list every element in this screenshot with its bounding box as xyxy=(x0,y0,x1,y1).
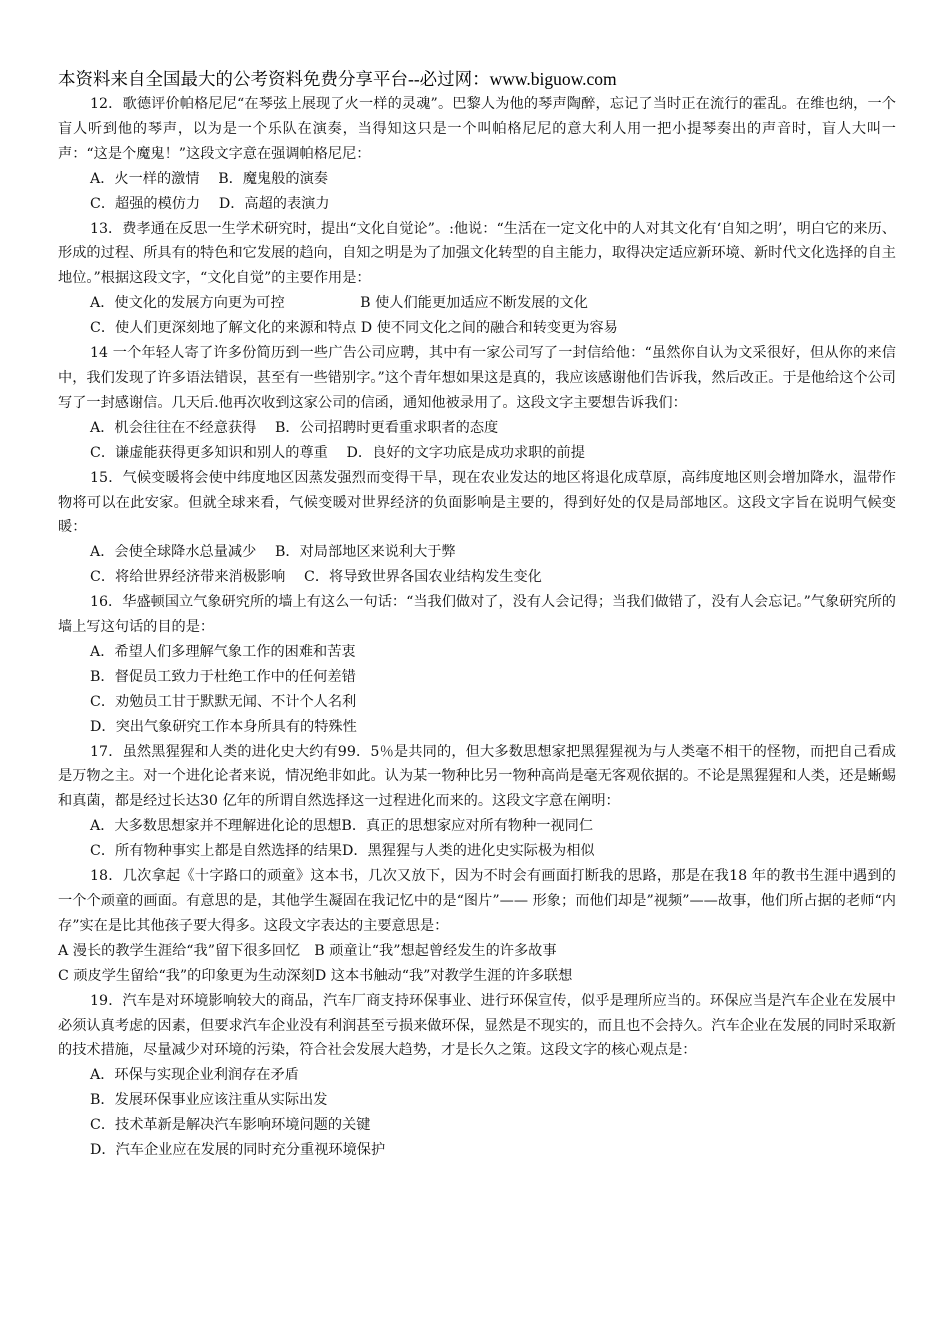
question-14-option-row: C．谦虚能获得更多知识和别人的尊重 D．良好的文字功底是成功求职的前提 xyxy=(90,444,585,461)
question-12-stem: 12．歌德评价帕格尼尼“在琴弦上展现了火一样的灵魂”。巴黎人为他的琴声陶醉，忘记了当时正在流行的霍乱。在维也纳，一个盲人听到他的琴声，以为是一个乐队在演奏，当得知这只是一个叫帕格尼尼的意大利人用一把小提琴奏出的声音时，盲人大叫一声：“这是个魔鬼！”这段文字意在强调帕格尼尼： xyxy=(58,96,896,162)
question-13-option-row: C．使人们更深刻地了解文化的来源和特点 D 使不同文化之间的融合和转变更为容易 xyxy=(90,320,618,337)
question-19-option-b: B．发展环保事业应该注重从实际出发 xyxy=(90,1092,328,1109)
question-15-option-row: A．会使全球降水总量减少 B．对局部地区来说利大于弊 xyxy=(90,544,456,561)
question-12-option-row: A．火一样的激情 B．魔鬼般的演奏 xyxy=(90,170,328,187)
question-13-option-row: A．使文化的发展方向更为可控 B 使人们能更加适应不断发展的文化 xyxy=(90,295,588,312)
question-18-option-row: A 漫长的教学生涯给“我”留下很多回忆 B 顽童让“我”想起曾经发生的许多故事 xyxy=(58,942,557,959)
question-19-stem: 19．汽车是对环境影响较大的商品，汽车厂商支持环保事业、进行环保宣传，似乎是理所应当的。环保应当是汽车企业在发展中必须认真考虑的因素，但要求汽车企业没有利润甚至亏损来做环保，显然是不现实的，而且也不会持久。汽车企业在发展的同时采取新的技术措施，尽量减少对环境的污染，符合社会发展大趋势，才是长久之策。这段文字的核心观点是： xyxy=(58,992,896,1059)
question-16-option-a: A．希望人们多理解气象工作的困难和苦衷 xyxy=(90,643,356,660)
question-14-option-row: A．机会往往在不经意获得 B．公司招聘时更看重求职者的态度 xyxy=(90,419,499,436)
question-17-option-row: A．大多数思想家并不理解进化论的思想B．真正的思想家应对所有物种一视同仁 xyxy=(90,818,594,835)
question-14-stem: 14 一个年轻人寄了许多份简历到一些广告公司应聘，其中有一家公司写了一封信给他：“虽然你自认为文采很好，但从你的来信中，我们发现了许多语法错误，甚至有一些错别字。”这个青年想如果这是真的，我应该感谢他们告诉我，然后改正。于是他给这个公司写了一封感谢信。几天后.他再次收到这家公司的信函，通知他被录用了。这段文字主要想告诉我们： xyxy=(58,345,896,411)
question-12-option-row: C．超强的模仿力 D．高超的表演力 xyxy=(90,195,330,212)
question-17-stem: 17．虽然黑猩猩和人类的进化史大约有99．5％是共同的，但大多数思想家把黑猩猩视为与人类毫不相干的怪物，而把自己看成是万物之主。对一个进化论者来说，情况绝非如此。认为某一物种比另一物种高尚是毫无客观依据的。不论是黑猩猩和人类，还是蜥蜴和真菌，都是经过长达30 亿年的所谓自然选择这一过程进化而来的。这段文字意在阐明： xyxy=(58,743,896,810)
page-header: 本资料来自全国最大的公考资料免费分享平台--必过网：www.biguow.com xyxy=(58,69,617,89)
question-15-option-row: C．将给世界经济带来消极影响 C．将导致世界各国农业结构发生变化 xyxy=(90,569,542,586)
question-18-option-row: C 顽皮学生留给“我”的印象更为生动深刻D 这本书触动“我”对教学生涯的许多联想 xyxy=(58,967,573,984)
question-16-option-c: C．劝勉员工甘于默默无闻、不计个人名利 xyxy=(90,693,357,710)
question-19-option-a: A．环保与实现企业利润存在矛盾 xyxy=(90,1067,299,1084)
question-17-option-row: C．所有物种事实上都是自然选择的结果D．黑猩猩与人类的进化史实际极为相似 xyxy=(90,843,595,860)
question-19-option-d: D．汽车企业应在发展的同时充分重视环境保护 xyxy=(90,1142,386,1159)
question-18-stem: 18．几次拿起《十字路口的顽童》这本书，几次又放下，因为不时会有画面打断我的思路，那是在我18 年的教书生涯中遇到的一个个顽童的画面。有意思的是，其他学生凝固在我记忆中的是“图片”—— 形象；而他们却是”视频”——故事，他们所占据的老师“内存”实在是比其他孩子要大得多。这段文字表达的主要意思是： xyxy=(58,868,896,934)
question-16-stem: 16．华盛顿国立气象研究所的墙上有这么一句话：“当我们做对了，没有人会记得；当我们做错了，没有人会忘记。”气象研究所的墙上写这句话的目的是： xyxy=(58,594,896,636)
question-19-option-c: C．技术革新是解决汽车影响环境问题的关键 xyxy=(90,1117,371,1134)
question-16-option-d: D．突出气象研究工作本身所具有的特殊性 xyxy=(90,718,357,735)
question-16-option-b: B．督促员工致力于杜绝工作中的任何差错 xyxy=(90,668,356,685)
question-13-stem: 13．费孝通在反思一生学术研究时，提出“文化自觉论”。:他说：“生活在一定文化中的人对其文化有‘自知之明’，明白它的来历、形成的过程、所具有的特色和它发展的趋向，自知之明是为了加强文化转型的自主能力，取得决定适应新环境、新时代文化选择的自主地位。”根据这段文字，“文化自觉”的主要作用是： xyxy=(58,220,896,287)
question-15-stem: 15．气候变暖将会使中纬度地区因蒸发强烈而变得干旱，现在农业发达的地区将退化成草原，高纬度地区则会增加降水，温带作物将可以在此安家。但就全球来看，气候变暖对世界经济的负面影响是主要的，得到好处的仅是局部地区。这段文字旨在说明气候变暖： xyxy=(58,469,896,536)
document-page xyxy=(58,66,896,1163)
